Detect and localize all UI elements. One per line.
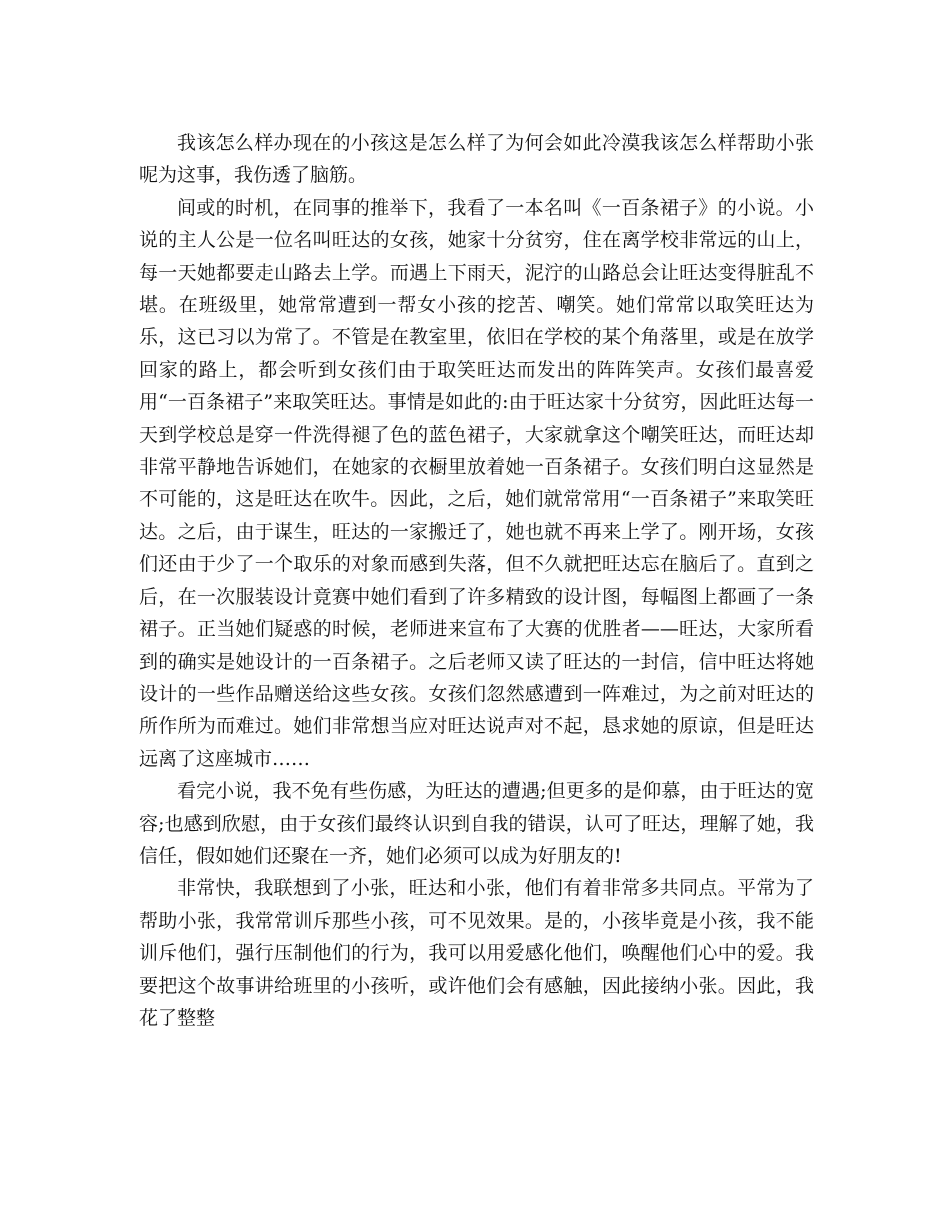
paragraph-4: 非常快，我联想到了小张，旺达和小张，他们有着非常多共同点。平常为了帮助小张，我常常训斥那些小孩，可不见效果。是的，小孩毕竟是小孩，我不能训斥他们，强行压制他们的行为，我可以用爱感化他们，唤醒他们心中的爱。我要把这个故事讲给班里的小孩听，或许他们会有感触，因此接纳小张。因此，我花了整整	[139, 877, 814, 1029]
paragraph-3: 看完小说，我不免有些伤感，为旺达的遭遇;但更多的是仰慕，由于旺达的宽容;也感到欣慰，由于女孩们最终认识到自我的错误，认可了旺达，理解了她，我信任，假如她们还聚在一齐，她们必须可以成为好朋友的!	[139, 780, 814, 867]
paragraph-1: 我该怎么样办现在的小孩这是怎么样了为何会如此冷漠我该怎么样帮助小张呢为这事，我伤透了脑筋。	[139, 132, 814, 187]
paragraph-2: 间或的时机，在同事的推举下，我看了一本名叫《一百条裙子》的小说。小说的主人公是一位名叫旺达的女孩，她家十分贫穷，住在离学校非常远的山上，每一天她都要走山路去上学。而遇上下雨天，泥泞的山路总会让旺达变得脏乱不堪。在班级里，她常常遭到一帮女小孩的挖苦、嘲笑。她们常常以取笑旺达为乐，这已习以为常了。不管是在教室里，依旧在学校的某个角落里，或是在放学回家的路上，都会听到女孩们由于取笑旺达而发出的阵阵笑声。女孩们最喜爱用“一百条裙子”来取笑旺达。事情是如此的:由于旺达家十分贫穷，因此旺达每一天到学校总是穿一件洗得褪了色的蓝色裙子，大家就拿这个嘲笑旺达，而旺达却非常平静地告诉她们，在她家的衣橱里放着她一百条裙子。女孩们明白这显然是不可能的，这是旺达在吹牛。因此，之后，她们就常常用“一百条裙子”来取笑旺达。之后，由于谋生，旺达的一家搬迁了，她也就不再来上学了。刚开场，女孩们还由于少了一个取乐的对象而感到失落，但不久就把旺达忘在脑后了。直到之后，在一次服装设计竟赛中她们看到了许多精致的设计图，每幅图上都画了一条裙子。正当她们疑惑的时候，老师进来宣布了大赛的优胜者——旺达，大家所看到的确实是她设计的一百条裙子。之后老师又读了旺达的一封信，信中旺达将她设计的一些作品赠送给这些女孩。女孩们忽然感遭到一阵难过，为之前对旺达的所作所为而难过。她们非常想当应对旺达说声对不起，恳求她的原谅，但是旺达远离了这座城市……	[139, 196, 814, 770]
document-body	[139, 127, 814, 1034]
